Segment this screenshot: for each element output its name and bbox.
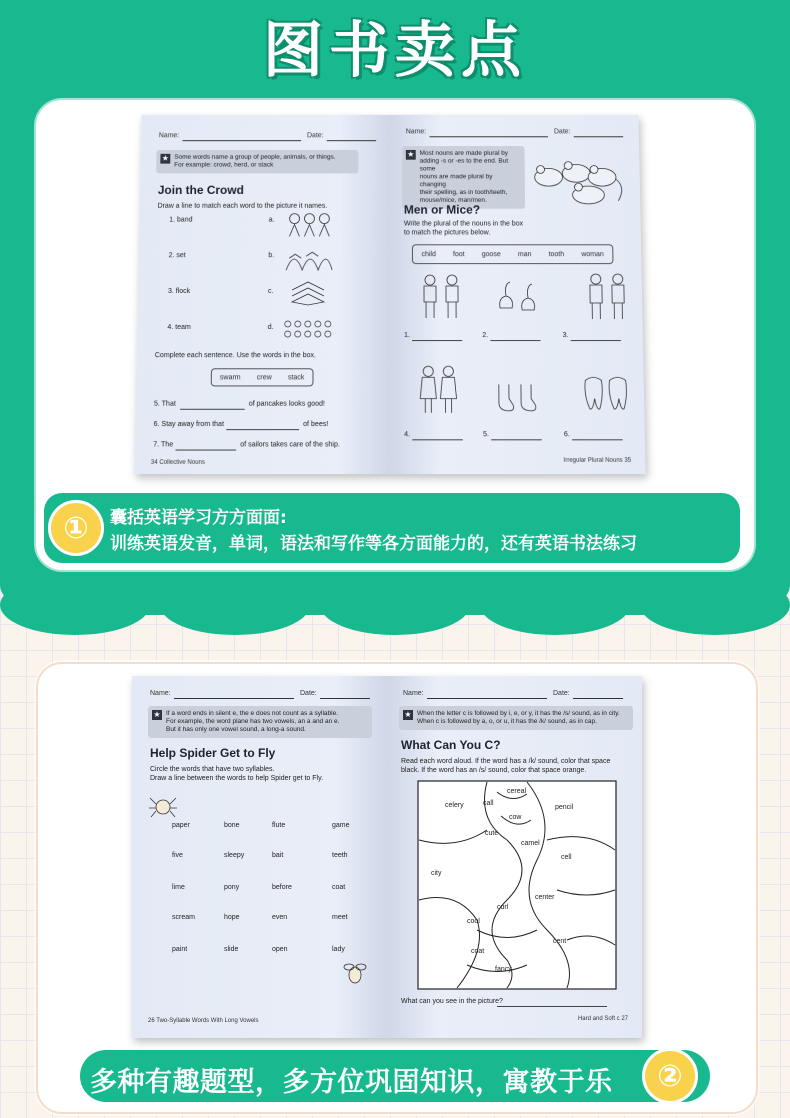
sentence-start: 6. Stay away from that xyxy=(153,420,225,429)
fly-picture xyxy=(342,960,368,986)
letter-label: b. xyxy=(268,252,275,260)
answer-line xyxy=(226,429,299,430)
women-picture xyxy=(416,364,461,417)
instruction: Draw a line between the words to help Spider get to Fly. xyxy=(150,775,324,782)
syllable-word: slide xyxy=(224,946,239,953)
worksheet-title: Help Spider Get to Fly xyxy=(150,746,276,760)
syllable-word: before xyxy=(272,884,292,891)
geese-picture xyxy=(494,278,544,318)
left-page xyxy=(132,676,387,1038)
date-label: Date: xyxy=(306,132,324,140)
puzzle-word: center xyxy=(535,894,555,901)
worksheet-title: Join the Crowd xyxy=(157,183,244,197)
tip-line: When c is followed by a, o, or u, it has the /k/ sound, as in cap. xyxy=(417,718,597,725)
number-badge-2: ② xyxy=(642,1048,698,1104)
puzzle-word: camel xyxy=(521,840,540,847)
children-picture xyxy=(416,272,466,322)
sentence-start: 7. The xyxy=(153,441,174,449)
worksheet-title: Men or Mice? xyxy=(403,202,481,217)
tip-box xyxy=(402,146,525,209)
right-page xyxy=(387,676,642,1038)
word-box-word: stack xyxy=(287,373,305,381)
syllable-word: pony xyxy=(224,884,240,891)
feature-callout-2 xyxy=(80,1050,710,1102)
answer-line xyxy=(180,409,245,410)
instruction: Read each word aloud. If the word has a /k/ sound, color that space xyxy=(401,758,611,765)
word-box-word: woman xyxy=(581,250,604,258)
name-line xyxy=(174,698,294,699)
syllable-word: meet xyxy=(332,914,348,921)
tip-line: For example: crowd, herd, or stack xyxy=(174,161,274,169)
instruction: Circle the words that have two syllables. xyxy=(150,766,275,773)
answer-line xyxy=(497,1006,607,1007)
page-title xyxy=(248,6,542,86)
item-label: 2. set xyxy=(168,252,186,260)
star-icon: ★ xyxy=(161,153,169,163)
word-box-word: crew xyxy=(256,373,272,381)
syllable-word: sleepy xyxy=(224,852,245,859)
complete-instruction: Complete each sentence. Use the words in the box. xyxy=(154,352,316,360)
men-picture xyxy=(582,272,633,322)
answer-line xyxy=(490,340,540,341)
tip-line: adding -s or -es to the end. But some xyxy=(419,157,509,173)
date-line xyxy=(573,698,623,699)
name-label: Name: xyxy=(403,690,424,697)
date-line xyxy=(574,136,623,137)
syllable-word: lady xyxy=(332,946,345,953)
puzzle-word: curl xyxy=(497,904,509,911)
sentence-end: of pancakes looks good! xyxy=(248,400,325,408)
right-page xyxy=(390,115,646,474)
sentence-end: of bees! xyxy=(303,420,329,429)
syllable-word: bait xyxy=(272,852,284,859)
instruction: black. If the word has an /s/ sound, color that space orange. xyxy=(401,767,587,774)
page-footer: Hard and Soft c 27 xyxy=(577,1016,628,1022)
syllable-word: flute xyxy=(272,822,286,829)
letter-label: d. xyxy=(267,324,274,332)
date-label: Date: xyxy=(300,690,317,697)
word-box xyxy=(211,368,314,386)
answer-line xyxy=(571,340,621,341)
word-box xyxy=(412,244,614,264)
item-label: 4. team xyxy=(167,324,191,332)
star-icon: ★ xyxy=(153,710,161,719)
scallop-decoration xyxy=(160,575,310,635)
flock-picture xyxy=(284,244,334,272)
mice-picture xyxy=(528,148,628,207)
tip-line: For example, the word plane has two vowels, an a and an e. xyxy=(166,718,340,725)
syllable-word: lime xyxy=(172,884,185,891)
tip-line: Some words name a group of people, animals, or things. xyxy=(174,153,336,161)
syllable-word: paper xyxy=(172,822,190,829)
tip-box xyxy=(156,150,358,173)
puzzle-word: city xyxy=(431,870,442,877)
syllable-word: scream xyxy=(172,914,195,921)
puzzle-word: cute xyxy=(485,830,499,837)
name-line xyxy=(182,140,301,141)
sentence-end: of sailors takes care of the ship. xyxy=(240,441,340,449)
tip-line: nouns are made plural by changing xyxy=(419,173,493,189)
syllable-word: teeth xyxy=(332,852,348,859)
date-line xyxy=(320,698,370,699)
item-label: 1. band xyxy=(169,216,193,224)
instruction: to match the pictures below. xyxy=(403,229,491,237)
stack-picture xyxy=(288,278,328,306)
word-box-word: child xyxy=(421,250,436,258)
syllable-word: five xyxy=(172,852,183,859)
puzzle-word: pencil xyxy=(555,804,574,811)
name-label: Name: xyxy=(405,128,427,136)
star-icon: ★ xyxy=(404,710,412,719)
feature-callout-1 xyxy=(44,493,740,563)
puzzle-word: cereal xyxy=(507,788,527,795)
left-page xyxy=(134,115,390,474)
tip-line: When the letter c is followed by i, e, or y, it has the /s/ sound, as in city. xyxy=(417,710,620,717)
puzzle-word: fancy xyxy=(495,966,512,973)
scallop-decoration xyxy=(0,575,150,635)
answer-number: 5. xyxy=(482,431,489,439)
answer-line xyxy=(491,439,542,440)
word-box-word: foot xyxy=(452,250,465,258)
name-line xyxy=(430,136,549,137)
puzzle-word: coat xyxy=(471,948,485,955)
tip-line: their spelling, as in tooth/teeth, xyxy=(419,189,508,196)
item-label: 3. flock xyxy=(167,288,191,295)
answer-number: 2. xyxy=(482,332,489,340)
puzzle-word: cent xyxy=(553,938,567,945)
number-badge-1: ① xyxy=(48,500,104,556)
tip-line: mouse/mice, man/men. xyxy=(419,196,487,204)
word-box-word: swarm xyxy=(219,373,241,381)
answer-number: 4. xyxy=(404,431,411,439)
answer-number: 1. xyxy=(404,332,410,340)
syllable-word: game xyxy=(332,822,350,829)
star-icon: ★ xyxy=(407,149,415,159)
band-picture xyxy=(284,209,334,239)
teeth-picture xyxy=(581,374,632,415)
callout-line-2: 训练英语发音，单词，语法和写作等各方面能力的，还有英语书法练习 xyxy=(110,534,637,554)
date-line xyxy=(327,140,376,141)
workbook-spread-1 xyxy=(134,115,645,474)
puzzle-word: call xyxy=(483,800,494,807)
question: What can you see in the picture? xyxy=(401,998,503,1005)
workbook-spread-2 xyxy=(132,676,642,1038)
puzzle-word: cow xyxy=(509,814,522,821)
tip-box xyxy=(148,706,372,738)
callout-line-1: 囊括英语学习方方面面: xyxy=(110,508,287,528)
answer-line xyxy=(175,450,236,451)
puzzle-word: cool xyxy=(467,918,480,925)
page-title-text: 图书卖点 xyxy=(263,16,527,86)
page-footer: 34 Collective Nouns xyxy=(150,459,205,466)
word-box-word: goose xyxy=(481,250,501,258)
tip-line: Most nouns are made plural by xyxy=(419,149,508,157)
worksheet-title: What Can You C? xyxy=(401,738,501,752)
scallop-decoration xyxy=(640,575,790,635)
answer-line xyxy=(572,439,623,440)
sentence-start: 5. That xyxy=(153,400,176,408)
instruction: Draw a line to match each word to the picture it names. xyxy=(157,202,328,210)
tip-line: If a word ends in silent e, the e does not count as a syllable. xyxy=(166,710,338,717)
answer-number: 6. xyxy=(563,431,570,439)
page-footer: 26 Two-Syllable Words With Long Vowels xyxy=(148,1018,259,1024)
syllable-word: coat xyxy=(332,884,346,891)
syllable-word: open xyxy=(272,946,288,953)
answer-line xyxy=(412,439,463,440)
color-puzzle xyxy=(417,780,617,990)
puzzle-word: cell xyxy=(561,854,572,861)
tip-box xyxy=(399,706,633,730)
puzzle-word: celery xyxy=(445,802,464,809)
answer-number: 3. xyxy=(562,332,569,340)
feet-picture xyxy=(495,380,540,414)
callout-text: 多种有趣题型，多方位巩固知识，寓教于乐 xyxy=(90,1067,613,1098)
tip-line: But it has only one vowel sound, a long-a sound. xyxy=(166,726,306,733)
instruction: Write the plural of the nouns in the box xyxy=(403,220,524,228)
page-footer: Irregular Plural Nouns 35 xyxy=(563,457,632,464)
name-line xyxy=(427,698,547,699)
word-box-word: tooth xyxy=(548,250,565,258)
syllable-word: hope xyxy=(224,914,240,921)
spider-picture xyxy=(148,792,178,822)
answer-line xyxy=(412,340,462,341)
name-label: Name: xyxy=(150,690,171,697)
date-label: Date: xyxy=(553,690,570,697)
letter-label: c. xyxy=(267,288,274,295)
name-label: Name: xyxy=(158,132,180,140)
syllable-word: bone xyxy=(224,822,240,829)
scallop-decoration xyxy=(480,575,630,635)
team-picture xyxy=(282,318,336,342)
letter-label: a. xyxy=(268,216,275,224)
date-label: Date: xyxy=(553,128,571,136)
syllable-word: paint xyxy=(172,946,188,953)
syllable-word: even xyxy=(272,914,288,921)
scallop-decoration xyxy=(320,575,470,635)
word-box-word: man xyxy=(517,250,532,258)
